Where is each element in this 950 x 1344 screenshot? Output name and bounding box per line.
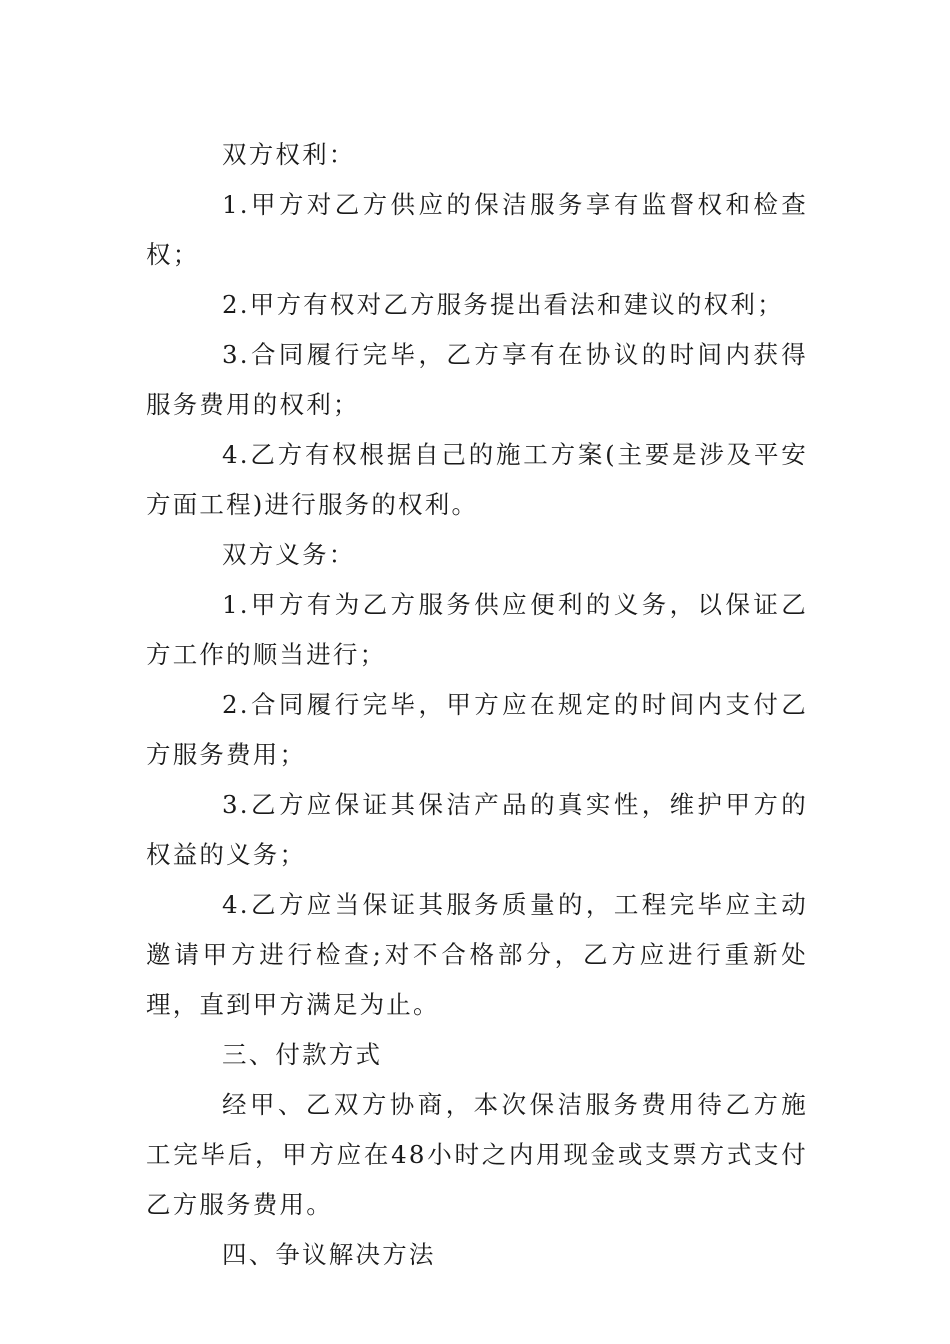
obligations-item-4: 4.乙方应当保证其服务质量的，工程完毕应主动邀请甲方进行检查;对不合格部分，乙方应进行重新处理，直到甲方满足为止。: [146, 890, 808, 1019]
document-body: [146, 130, 808, 1280]
rights-item-4: 4.乙方有权根据自己的施工方案(主要是涉及平安方面工程)进行服务的权利。: [146, 440, 808, 519]
section-heading-rights: 双方权利：: [222, 140, 356, 169]
rights-item-3: 3.合同履行完毕，乙方享有在协议的时间内获得服务费用的权利；: [146, 340, 808, 419]
obligations-item-3: 3.乙方应保证其保洁产品的真实性，维护甲方的权益的义务；: [146, 790, 808, 869]
obligations-item-1: 1.甲方有为乙方服务供应便利的义务，以保证乙方工作的顺当进行；: [146, 590, 808, 669]
obligations-item-2: 2.合同履行完毕，甲方应在规定的时间内支付乙方服务费用；: [146, 690, 808, 769]
rights-item-1: 1.甲方对乙方供应的保洁服务享有监督权和检查权；: [146, 190, 808, 269]
payment-paragraph: 经甲、乙双方协商，本次保洁服务费用待乙方施工完毕后，甲方应在48小时之内用现金或支票方式支付乙方服务费用。: [146, 1090, 808, 1219]
section-heading-obligations: 双方义务：: [222, 540, 356, 569]
section-heading-payment: 三、付款方式: [222, 1040, 383, 1069]
rights-item-2: 2.甲方有权对乙方服务提出看法和建议的权利；: [222, 290, 784, 319]
section-heading-dispute: 四、争议解决方法: [222, 1240, 436, 1269]
